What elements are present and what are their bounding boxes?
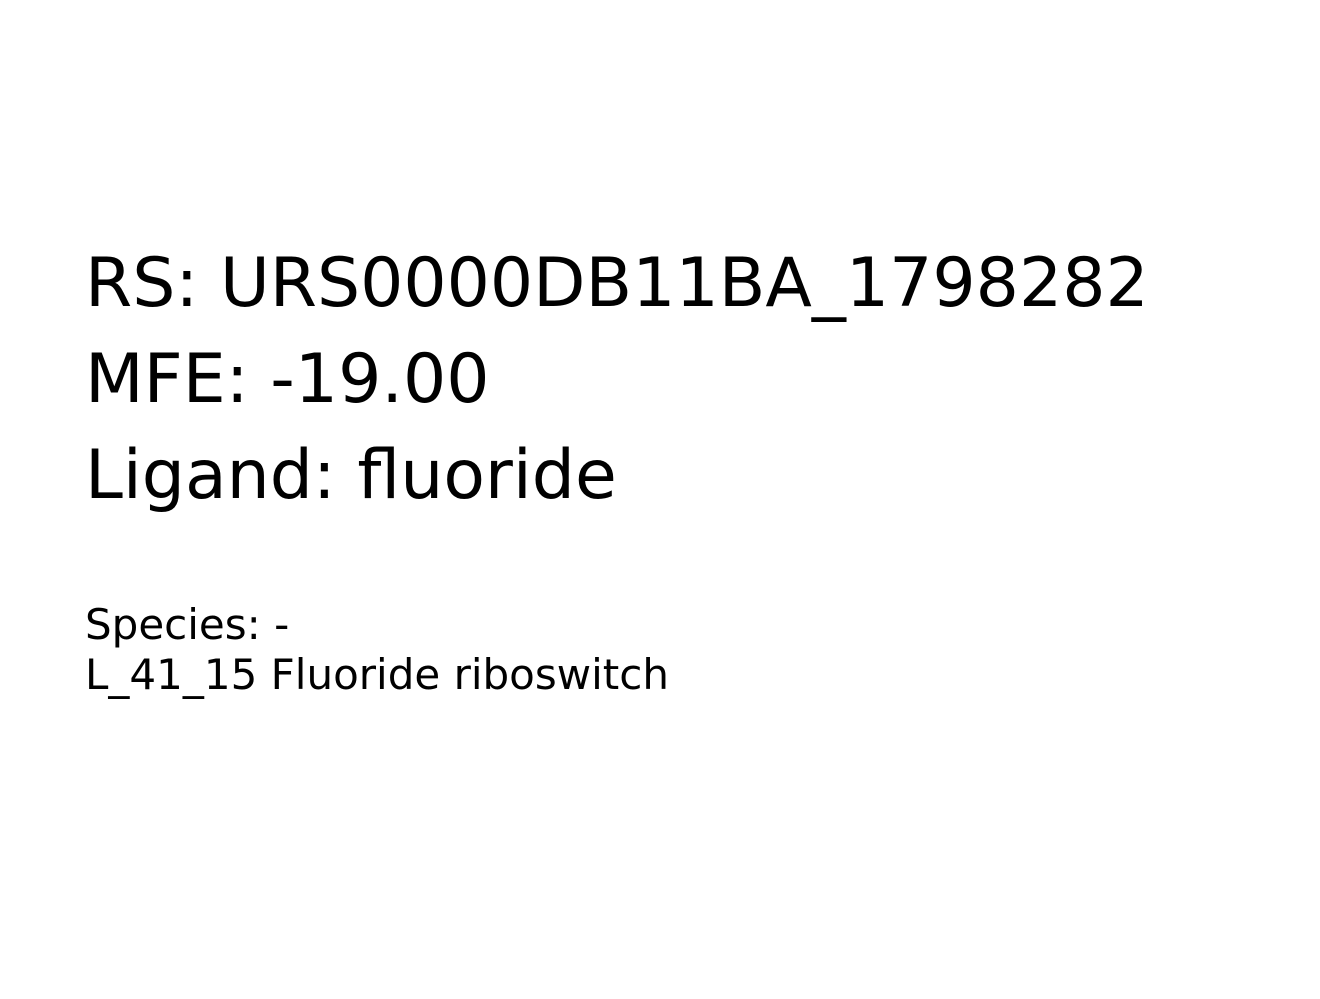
riboswitch-name: L_41_15 Fluoride riboswitch: [85, 650, 669, 699]
ligand-value: Ligand: fluoride: [85, 436, 617, 515]
rs-identifier: RS: URS0000DB11BA_1798282: [85, 244, 1149, 323]
mfe-value: MFE: -19.00: [85, 340, 490, 419]
species-value: Species: -: [85, 600, 290, 649]
